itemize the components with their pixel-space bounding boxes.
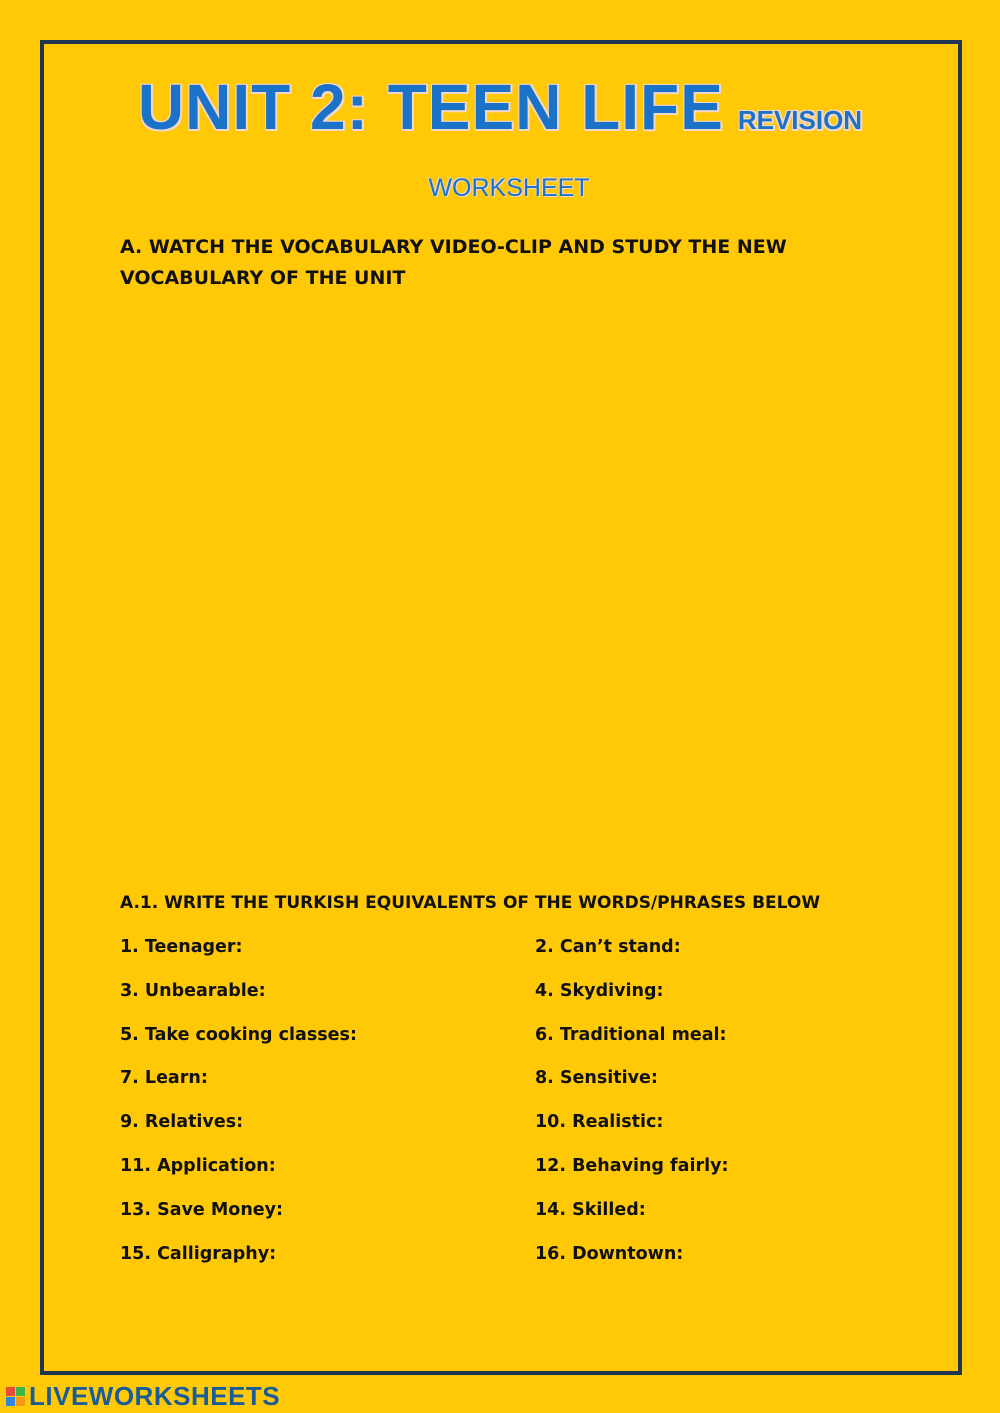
liveworksheets-logo[interactable]: [6, 1382, 280, 1410]
section-a-line-1: A. WATCH THE VOCABULARY VIDEO-CLIP AND STUDY THE NEW: [120, 236, 787, 258]
section-a1-instruction: A.1. WRITE THE TURKISH EQUIVALENTS OF THE WORDS/PHRASES BELOW: [120, 893, 821, 913]
section-a-instruction: [120, 232, 840, 294]
vocabulary-list: [120, 936, 820, 1266]
vocab-item: 4. Skydiving:: [535, 980, 664, 1001]
vocab-item: 12. Behaving fairly:: [535, 1155, 729, 1176]
vocab-item: 3. Unbearable:: [120, 980, 266, 1001]
title-main: UNIT 2: TEEN LIFE: [137, 71, 724, 143]
subtitle: WORKSHEET: [428, 174, 590, 202]
vocab-item: 11. Application:: [120, 1155, 276, 1176]
vocab-item: 2. Can’t stand:: [535, 937, 681, 957]
vocab-item: 13. Save Money:: [120, 1199, 284, 1220]
vocab-item: 16. Downtown:: [535, 1243, 684, 1264]
vocab-item: 8. Sensitive:: [535, 1068, 658, 1089]
page-title: [0, 70, 1000, 144]
vocab-item: 10. Realistic:: [535, 1112, 664, 1133]
vocab-item: 5. Take cooking classes:: [120, 1024, 357, 1045]
vocab-item: 15. Calligraphy:: [120, 1243, 277, 1264]
brand-name: LIVEWORKSHEETS: [29, 1380, 281, 1411]
title-revision: REVISION: [737, 105, 863, 135]
vocab-item: 6. Traditional meal:: [535, 1024, 727, 1045]
vocab-item: 9. Relatives:: [120, 1112, 244, 1133]
vocab-item: 1. Teenager:: [120, 937, 243, 957]
vocab-item: 14. Skilled:: [535, 1199, 646, 1220]
vocab-item: 7. Learn:: [120, 1068, 208, 1089]
section-a-line-2: VOCABULARY OF THE UNIT: [120, 267, 406, 289]
logo-blocks-icon: [6, 1387, 25, 1406]
